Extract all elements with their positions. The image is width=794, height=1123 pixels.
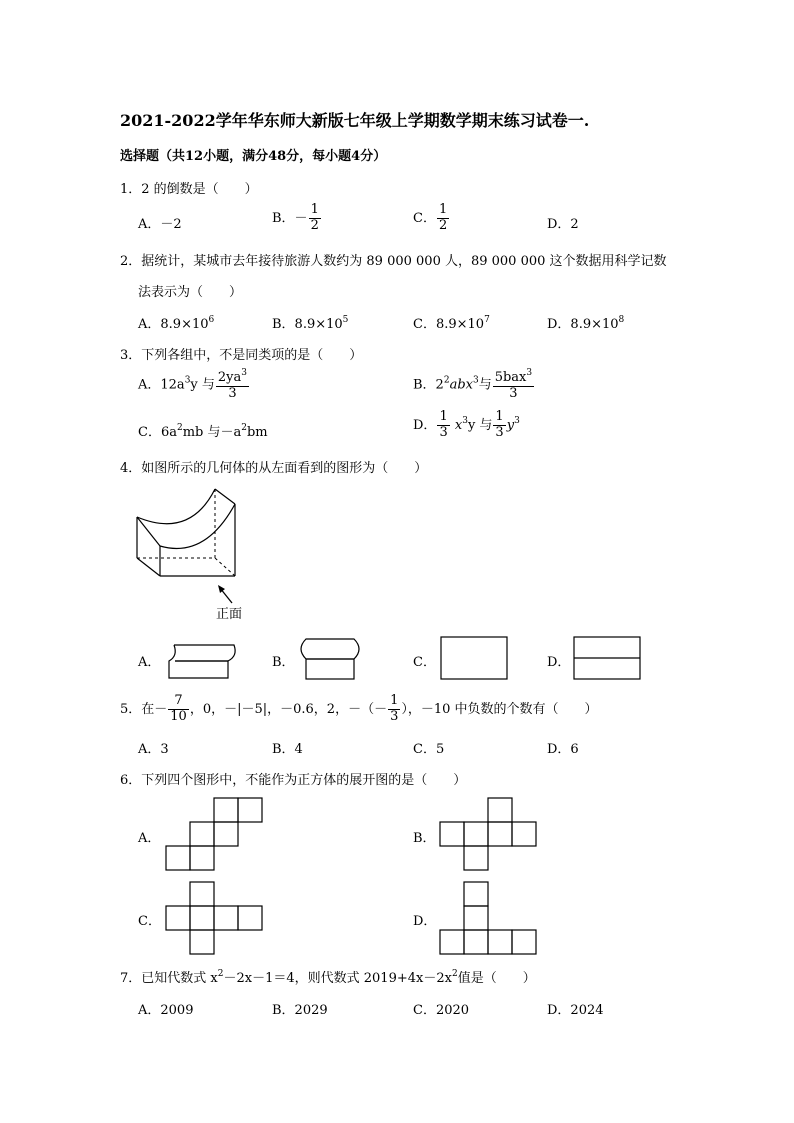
q2-option-c[interactable]: C．$8.9\times 10^7$ [413, 315, 490, 332]
q3-option-a[interactable]: A．$12a^3y$ 与 $\frac{2ya^3}{3}$ [138, 368, 248, 401]
q1-option-b[interactable] [272, 203, 322, 234]
q3-option-d[interactable]: D． $\frac{1}{3}$ $x^3y$ 与 $\frac{1}{3}$ $y^3$ [413, 409, 520, 440]
q3-option-b[interactable]: B．$2^2abx^3$与 $\frac{5bax^3}{3}$ [413, 368, 533, 401]
q1-option-a[interactable]: A．－2 [138, 217, 182, 232]
q4-option-a-label[interactable]: A． [138, 655, 161, 670]
q4-option-c-figure [440, 636, 510, 682]
q7-option-d[interactable]: D．2024 [547, 1003, 604, 1018]
section-heading: 选择题（共12小题，满分48分，每小题4分） [120, 149, 387, 164]
question-2-stem-line1: 2．据统计，某城市去年接待旅游人数约为 89 000 000 人，89 000 000 这个数据用科学记数 [120, 254, 667, 269]
q6-option-d-label[interactable]: D． [413, 914, 437, 929]
q4-option-c-label[interactable]: C． [413, 655, 436, 670]
q5-option-a[interactable]: A．3 [138, 742, 169, 757]
q4-option-d-label[interactable]: D． [547, 655, 571, 670]
q6-option-c-net [164, 880, 266, 958]
page-title: 2021-2022学年华东师大新版七年级上学期数学期末练习试卷一. [120, 111, 590, 130]
q4-option-b-label[interactable]: B． [272, 655, 295, 670]
q3-option-c[interactable]: C．$6a^2mb$ 与$-a^2bm$ [138, 423, 268, 440]
question-7-stem: 7．已知代数式 $x^2-2x-1=4$，则代数式 $2019+4x-2x^2$值是（ ） [120, 969, 536, 986]
q6-option-d-net [438, 880, 540, 958]
q6-option-b-label[interactable]: B． [413, 831, 436, 846]
q7-option-b[interactable]: B．2029 [272, 1003, 328, 1018]
q7-option-a[interactable]: A．2009 [138, 1003, 194, 1018]
option-label: C． [413, 210, 436, 226]
question-1-stem: 1．2 的倒数是（ ） [120, 182, 258, 197]
q4-option-b-figure [298, 636, 364, 682]
q5-option-d[interactable]: D．6 [547, 742, 579, 757]
fraction: $\frac{5bax^3}{3}$ [494, 368, 533, 401]
fraction: $\frac{1}{3}$ [495, 409, 504, 440]
q1-option-c[interactable] [413, 203, 450, 234]
question-5-stem: 5．在－ $\frac{7}{10}$ ，0，－|－5|，－0.6，2，－（－ $\frac{1}{3}$ ），－10 中负数的个数有（ ） [120, 693, 598, 724]
q5-option-c[interactable]: C．5 [413, 742, 445, 757]
fraction: $\frac{1}{2}$ [438, 202, 448, 233]
question-3-stem: 3．下列各组中，不是同类项的是（ ） [120, 348, 363, 363]
q1-option-d[interactable]: D．2 [547, 217, 579, 232]
q6-option-a-net [164, 796, 266, 874]
q2-option-d[interactable]: D．$8.9\times 10^8$ [547, 315, 625, 332]
q4-option-d-figure [573, 636, 643, 682]
fraction: $\frac{2ya^3}{3}$ [217, 368, 248, 401]
q6-option-b-net [438, 796, 540, 874]
q2-option-b[interactable]: B．$8.9\times 10^5$ [272, 315, 349, 332]
front-label: 正面 [216, 607, 243, 622]
q7-option-c[interactable]: C．2020 [413, 1003, 470, 1018]
q2-option-a[interactable]: A．$8.9\times 10^6$ [138, 315, 215, 332]
option-label: B．－ [272, 210, 308, 226]
q6-option-a-label[interactable]: A． [138, 831, 161, 846]
question-6-stem: 6．下列四个图形中，不能作为正方体的展开图的是（ ） [120, 773, 467, 788]
question-2-stem-line2: 法表示为（ ） [138, 285, 243, 300]
q4-option-a-figure [166, 638, 240, 680]
fraction: $\frac{1}{2}$ [310, 202, 319, 233]
question-4-stem: 4．如图所示的几何体的从左面看到的图形为（ ） [120, 461, 428, 476]
fraction: $\frac{1}{3}$ [390, 693, 399, 724]
q5-option-b[interactable]: B．4 [272, 742, 303, 757]
q6-option-c-label[interactable]: C． [138, 914, 161, 929]
solid-figure-diagram [130, 484, 250, 584]
fraction: $\frac{7}{10}$ [170, 693, 187, 724]
fraction: $\frac{1}{3}$ [439, 409, 448, 440]
